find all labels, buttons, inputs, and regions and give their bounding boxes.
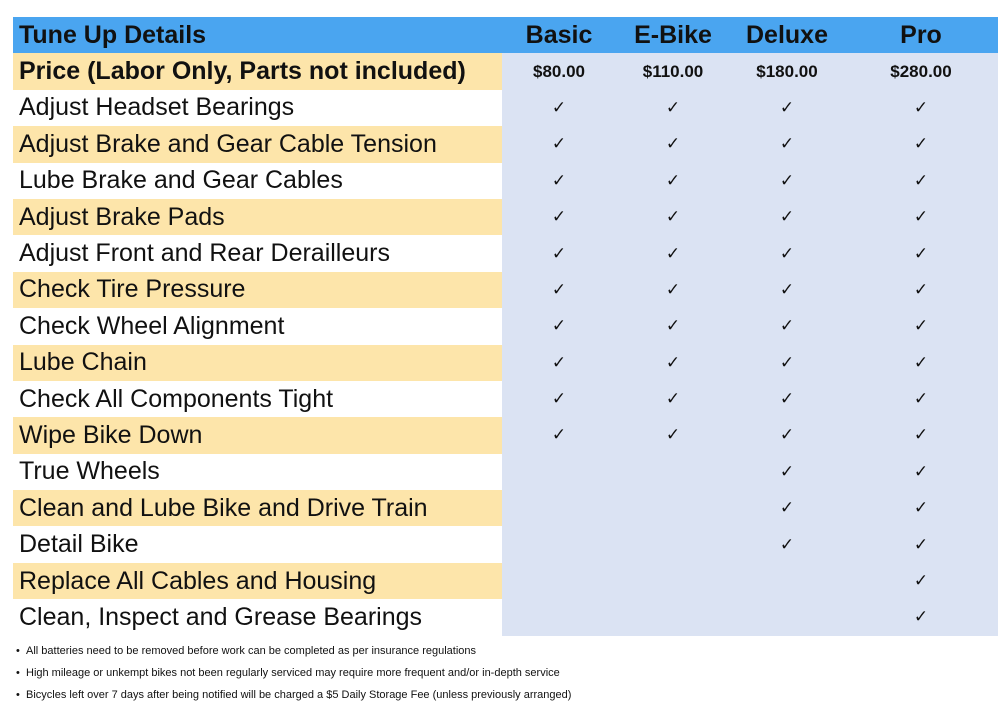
plan-cell (730, 454, 844, 490)
plan-cell (502, 381, 616, 417)
footnote-text: All batteries need to be removed before work can be completed as per insurance regulations (26, 645, 477, 657)
plan-cell (616, 272, 730, 308)
checkmark-icon: ✓ (665, 170, 681, 191)
plan-cell (616, 599, 730, 635)
feature-label: Clean and Lube Bike and Drive Train (13, 490, 502, 526)
feature-label: Lube Chain (13, 345, 502, 381)
plan-cell (502, 199, 616, 235)
checkmark-icon: ✓ (665, 207, 681, 228)
feature-label: Adjust Brake and Gear Cable Tension (13, 126, 502, 162)
plan-cell (730, 417, 844, 453)
plan-cell (844, 381, 998, 417)
checkmark-icon: ✓ (779, 279, 795, 300)
price-ebike: $110.00 (616, 53, 730, 89)
checkmark-icon: ✓ (913, 461, 929, 482)
checkmark-icon: ✓ (913, 571, 929, 592)
plan-cell (502, 599, 616, 635)
checkmark-icon: ✓ (913, 243, 929, 264)
plan-cell (502, 163, 616, 199)
feature-label: Clean, Inspect and Grease Bearings (13, 599, 502, 635)
feature-label: True Wheels (13, 454, 502, 490)
checkmark-icon: ✓ (551, 207, 567, 228)
price-row-label: Price (Labor Only, Parts not included) (13, 53, 502, 89)
plan-cell (730, 490, 844, 526)
plan-header-pro: Pro (844, 17, 998, 53)
checkmark-icon: ✓ (665, 316, 681, 337)
plan-cell (844, 526, 998, 562)
bullet-icon: • (16, 645, 20, 657)
checkmark-icon: ✓ (913, 607, 929, 628)
checkmark-icon: ✓ (913, 170, 929, 191)
footnotes (16, 640, 996, 706)
footnote (16, 640, 996, 662)
plan-cell (844, 90, 998, 126)
checkmark-icon: ✓ (551, 389, 567, 410)
plan-cell (616, 163, 730, 199)
plan-cell (616, 563, 730, 599)
checkmark-icon: ✓ (779, 207, 795, 228)
footnote-text: Bicycles left over 7 days after being notified will be charged a $5 Daily Storage Fee (unless previously arranged) (26, 689, 572, 701)
plan-cell (502, 308, 616, 344)
checkmark-icon: ✓ (551, 134, 567, 155)
plan-cell (616, 199, 730, 235)
checkmark-icon: ✓ (913, 498, 929, 519)
checkmark-icon: ✓ (779, 461, 795, 482)
plan-cell (730, 126, 844, 162)
checkmark-icon: ✓ (779, 425, 795, 446)
plan-cell (502, 345, 616, 381)
footnote (16, 662, 996, 684)
feature-label: Detail Bike (13, 526, 502, 562)
feature-label: Adjust Front and Rear Derailleurs (13, 235, 502, 271)
plan-cell (844, 163, 998, 199)
checkmark-icon: ✓ (551, 279, 567, 300)
plan-cell (730, 308, 844, 344)
plan-cell (844, 126, 998, 162)
feature-label: Replace All Cables and Housing (13, 563, 502, 599)
plan-cell (616, 490, 730, 526)
checkmark-icon: ✓ (913, 352, 929, 373)
checkmark-icon: ✓ (665, 352, 681, 373)
checkmark-icon: ✓ (913, 534, 929, 555)
tune-up-table (13, 17, 998, 636)
plan-cell (616, 417, 730, 453)
checkmark-icon: ✓ (779, 243, 795, 264)
plan-cell (844, 345, 998, 381)
footnote (16, 684, 996, 706)
plan-cell (730, 235, 844, 271)
plan-cell (844, 272, 998, 308)
feature-label: Check Tire Pressure (13, 272, 502, 308)
plan-cell (844, 199, 998, 235)
plan-header-basic: Basic (502, 17, 616, 53)
plan-cell (844, 308, 998, 344)
price-pro: $280.00 (844, 53, 998, 89)
plan-cell (616, 126, 730, 162)
plan-cell (616, 381, 730, 417)
price-basic: $80.00 (502, 53, 616, 89)
plan-header-ebike: E-Bike (616, 17, 730, 53)
plan-cell (730, 345, 844, 381)
checkmark-icon: ✓ (913, 279, 929, 300)
plan-cell (730, 199, 844, 235)
checkmark-icon: ✓ (665, 243, 681, 264)
feature-label: Check All Components Tight (13, 381, 502, 417)
plan-cell (730, 526, 844, 562)
checkmark-icon: ✓ (913, 207, 929, 228)
plan-cell (844, 235, 998, 271)
plan-cell (616, 454, 730, 490)
plan-cell (730, 272, 844, 308)
bullet-icon: • (16, 689, 20, 701)
plan-cell (616, 345, 730, 381)
checkmark-icon: ✓ (779, 170, 795, 191)
checkmark-icon: ✓ (551, 243, 567, 264)
plan-cell (730, 599, 844, 635)
plan-cell (502, 417, 616, 453)
checkmark-icon: ✓ (779, 389, 795, 410)
checkmark-icon: ✓ (779, 534, 795, 555)
feature-label: Lube Brake and Gear Cables (13, 163, 502, 199)
plan-cell (616, 308, 730, 344)
checkmark-icon: ✓ (665, 389, 681, 410)
feature-label: Wipe Bike Down (13, 417, 502, 453)
plan-cell (730, 563, 844, 599)
plan-cell (844, 563, 998, 599)
checkmark-icon: ✓ (551, 97, 567, 118)
checkmark-icon: ✓ (551, 170, 567, 191)
table-header-label: Tune Up Details (13, 17, 502, 53)
plan-cell (730, 90, 844, 126)
plan-cell (502, 563, 616, 599)
feature-label: Adjust Headset Bearings (13, 90, 502, 126)
checkmark-icon: ✓ (779, 498, 795, 519)
checkmark-icon: ✓ (913, 425, 929, 446)
checkmark-icon: ✓ (913, 316, 929, 337)
plan-cell (844, 454, 998, 490)
checkmark-icon: ✓ (551, 425, 567, 446)
plan-cell (616, 235, 730, 271)
plan-cell (844, 599, 998, 635)
checkmark-icon: ✓ (551, 352, 567, 373)
checkmark-icon: ✓ (913, 134, 929, 155)
plan-cell (502, 235, 616, 271)
plan-cell (502, 454, 616, 490)
plan-cell (502, 90, 616, 126)
plan-cell (730, 163, 844, 199)
plan-cell (616, 90, 730, 126)
checkmark-icon: ✓ (913, 389, 929, 410)
plan-cell (616, 526, 730, 562)
checkmark-icon: ✓ (665, 425, 681, 446)
feature-label: Adjust Brake Pads (13, 199, 502, 235)
checkmark-icon: ✓ (665, 134, 681, 155)
feature-label: Check Wheel Alignment (13, 308, 502, 344)
checkmark-icon: ✓ (665, 279, 681, 300)
plan-cell (502, 272, 616, 308)
checkmark-icon: ✓ (665, 97, 681, 118)
checkmark-icon: ✓ (913, 97, 929, 118)
footnote-text: High mileage or unkempt bikes not been regularly serviced may require more frequent and/or in-depth service (26, 667, 560, 679)
plan-cell (844, 417, 998, 453)
plan-cell (730, 381, 844, 417)
checkmark-icon: ✓ (779, 352, 795, 373)
plan-cell (502, 126, 616, 162)
plan-cell (502, 490, 616, 526)
price-deluxe: $180.00 (730, 53, 844, 89)
plan-cell (844, 490, 998, 526)
checkmark-icon: ✓ (779, 97, 795, 118)
checkmark-icon: ✓ (779, 316, 795, 337)
bullet-icon: • (16, 667, 20, 679)
plan-header-deluxe: Deluxe (730, 17, 844, 53)
checkmark-icon: ✓ (779, 134, 795, 155)
checkmark-icon: ✓ (551, 316, 567, 337)
plan-cell (502, 526, 616, 562)
